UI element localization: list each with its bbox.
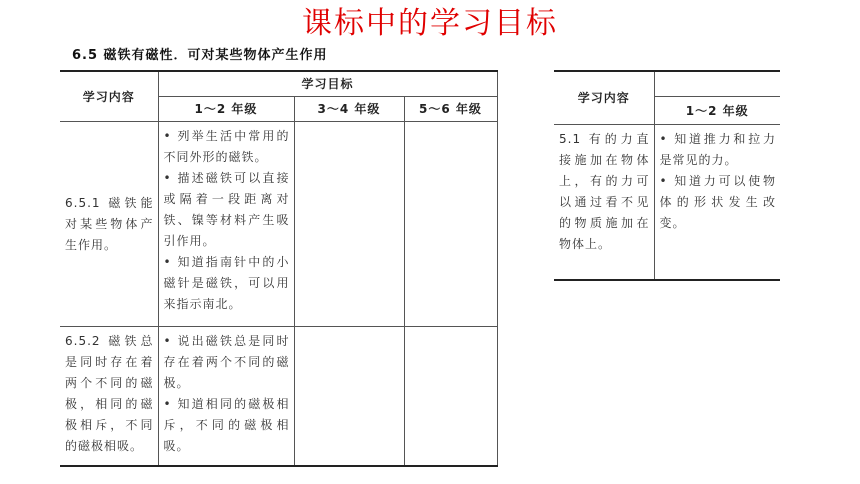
- row-goal-cell-3-4: [294, 326, 404, 466]
- row-goal-cell-1-2: [158, 121, 294, 326]
- goal-bullet: • 知道相同的磁极相斥，不同的磁极相吸。: [163, 396, 290, 453]
- goal-bullet: • 知道指南针中的小磁针是磁铁，可以用来指示南北。: [163, 254, 290, 311]
- row-goal-cell-1-2: [654, 124, 780, 280]
- section-heading: 6.5 磁铁有磁性．可对某些物体产生作用: [72, 48, 328, 63]
- slide-title: 课标中的学习目标: [302, 6, 558, 41]
- row-content-text: 5.1 有的力直接施加在物体上，有的力可以通过看不见的物质施加在物体上。: [559, 131, 650, 251]
- header-learning-content: 学习内容: [60, 71, 158, 121]
- goal-bullet: • 知道力可以使物体的形状发生改变。: [659, 173, 776, 230]
- goal-bullet: • 说出磁铁总是同时存在着两个不同的磁极。: [163, 333, 290, 390]
- header-learning-goals: 学习目标: [158, 71, 497, 96]
- main-standards-table: [60, 70, 498, 467]
- row-goal-cell-1-2: [158, 326, 294, 466]
- row-goal-cell-5-6: [404, 121, 497, 326]
- row-content-cell: [554, 124, 654, 280]
- goal-bullet: • 描述磁铁可以直接或隔着一段距离对铁、镍等材料产生吸引作用。: [163, 170, 290, 248]
- header-grade-1-2: 1～2 年级: [654, 96, 780, 124]
- row-goal-cell-3-4: [294, 121, 404, 326]
- header-grade-3-4: 3～4 年级: [294, 96, 404, 121]
- goal-bullet: • 知道推力和拉力是常见的力。: [659, 131, 776, 167]
- table-row: [60, 121, 497, 326]
- row-content-cell: [60, 121, 158, 326]
- row-content-cell: [60, 326, 158, 466]
- table-row: [60, 326, 497, 466]
- table-row: [554, 124, 780, 280]
- header-grade-1-2: 1～2 年级: [158, 96, 294, 121]
- header-blank: [654, 71, 780, 96]
- header-learning-content: 学习内容: [554, 71, 654, 124]
- header-grade-5-6: 5～6 年级: [404, 96, 497, 121]
- goal-bullet: • 列举生活中常用的不同外形的磁铁。: [163, 128, 290, 164]
- row-content-text: 6.5.2 磁铁总是同时存在着两个不同的磁极，相同的磁极相斥，不同的磁极相吸。: [65, 333, 154, 453]
- row-content-text: 6.5.1 磁铁能对某些物体产生作用。: [65, 196, 154, 252]
- row-goal-cell-5-6: [404, 326, 497, 466]
- force-standards-table: [554, 70, 780, 281]
